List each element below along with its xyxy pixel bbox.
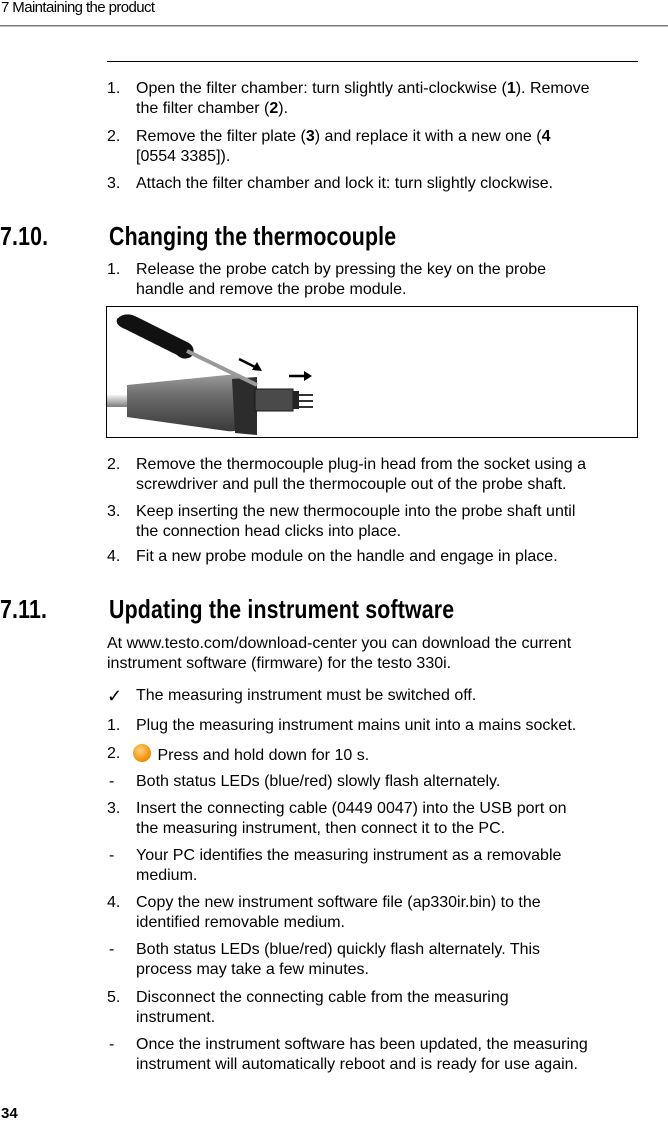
step-text: [0554 3385]).	[136, 148, 231, 165]
check-icon: ✓	[107, 686, 123, 706]
section-title: Updating the instrument software	[109, 594, 455, 624]
step-text: the filter chamber (2).	[136, 100, 289, 117]
step-number: 3.	[107, 175, 121, 192]
thermocouple-plug-head	[255, 389, 293, 411]
probe-body	[127, 375, 247, 432]
section-heading-7-11	[0, 594, 454, 625]
section-number: 7.10.	[0, 221, 49, 251]
section-heading-7-10	[0, 221, 396, 252]
step-text: Open the filter chamber: turn slightly anti-clockwise (1). Remove	[136, 80, 590, 97]
section-divider	[107, 61, 638, 62]
step-number: 2.	[107, 128, 121, 145]
screwdriver-handle	[117, 314, 194, 358]
header-title: 7 Maintaining the product	[1, 0, 155, 16]
header-rule	[0, 25, 668, 26]
probe-illustration	[107, 307, 637, 437]
step-text: Remove the filter plate (3) and replace it with a new one (4	[136, 128, 551, 145]
step-number: 1.	[107, 80, 121, 97]
probe-module-figure	[106, 306, 638, 438]
page-number: 34	[1, 1105, 18, 1122]
step-text: Attach the filter chamber and lock it: turn slightly clockwise.	[136, 175, 554, 192]
section-number: 7.11.	[0, 594, 48, 624]
power-icon	[133, 744, 151, 762]
probe-socket	[232, 377, 257, 435]
section-title: Changing the thermocouple	[109, 221, 397, 251]
